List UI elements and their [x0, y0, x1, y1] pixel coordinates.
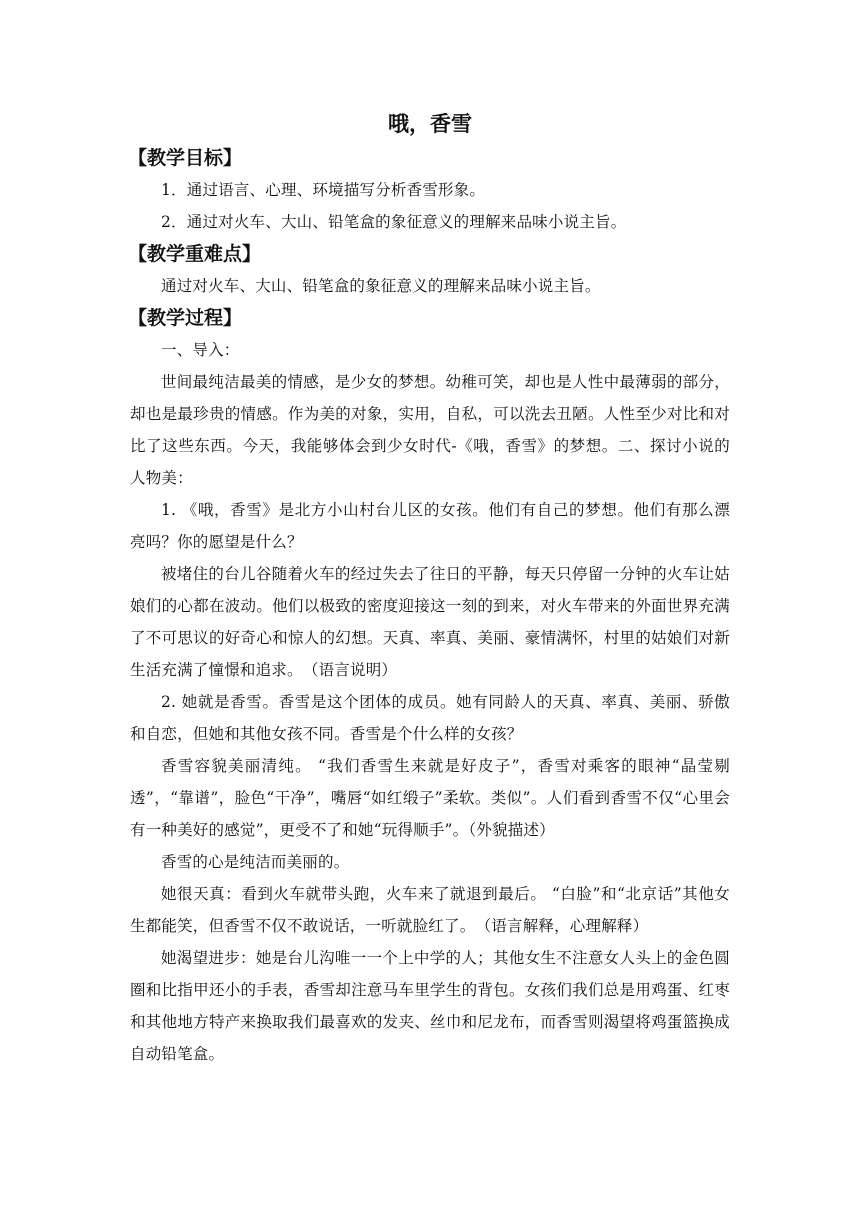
- process-paragraph: 她渴望进步：她是台儿沟唯一一个上中学的人；其他女生不注意女人头上的金色圆圈和比指甲还小的手表，香雪却注意马车里学生的背包。女孩们我们总是用鸡蛋、红枣和其他地方特产来换取我们最喜欢的发夹、丝巾和尼龙布，而香雪则渴望将鸡蛋篮换成自动铅笔盒。: [130, 949, 730, 1063]
- process-paragraph: 一、导入：: [161, 341, 240, 359]
- process-paragraph: 香雪容貌美丽清纯。 “我们香雪生来就是好皮子”，香雪对乘客的眼神“晶莹剔透”，“靠谱”，脸色“干净”，嘴唇“如红缎子”柔软。类似”。人们看到香雪不仅“心里会有一种美好的感觉”，更受不了和她“玩得顺手”。（外貌描述）: [130, 757, 730, 839]
- process-paragraph: 她很天真：看到火车就带头跑，火车来了就退到最后。 “白脸”和“北京话”其他女生都能笑，但香雪不仅不敢说话，一听就脸红了。 （语言解释，心理解释）: [130, 885, 730, 935]
- goal-item-2: 2．通过对火车、大山、铅笔盒的象征意义的理解来品味小说主旨。: [161, 213, 627, 231]
- key-points-text: 通过对火车、大山、铅笔盒的象征意义的理解来品味小说主旨。: [161, 277, 601, 295]
- heading-key-points: 【教学重难点】: [128, 243, 262, 265]
- process-paragraph: 世间最纯洁最美的情感，是少女的梦想。幼稚可笑，却也是人性中最薄弱的部分，却也是最珍贵的情感。作为美的对象，实用，自私，可以洗去丑陋。人性至少对比和对比了这些东西。今天，我能够体会到少女时代-《哦，香雪》的梦想。二、探讨小说的人物美：: [130, 373, 730, 487]
- document-title: 哦，香雪: [388, 112, 472, 136]
- process-paragraph: 被堵住的台儿谷随着火车的经过失去了往日的平静，每天只停留一分钟的火车让姑娘们的心都在波动。他们以极致的密度迎接这一刻的到来，对火车带来的外面世界充满了不可思议的好奇心和惊人的幻想。天真、率真、美丽、豪情满怀，村里的姑娘们对新生活充满了憧憬和追求。 （语言说明）: [130, 565, 730, 679]
- process-paragraph: 香雪的心是纯洁而美丽的。: [161, 853, 350, 871]
- heading-teaching-goals: 【教学目标】: [128, 147, 243, 169]
- document-page: [130, 108, 730, 1070]
- heading-teaching-process: 【教学过程】: [128, 307, 243, 329]
- process-paragraph: 1. 《哦，香雪》是北方小山村台儿区的女孩。他们有自己的梦想。他们有那么漂亮吗？你的愿望是什么？: [130, 501, 730, 551]
- goal-item-1: 1．通过语言、心理、环境描写分析香雪形象。: [161, 181, 486, 199]
- process-paragraph: 2. 她就是香雪。香雪是这个团体的成员。她有同龄人的天真、率真、美丽、骄傲和自恋，但她和其他女孩不同。香雪是个什么样的女孩？: [130, 693, 730, 743]
